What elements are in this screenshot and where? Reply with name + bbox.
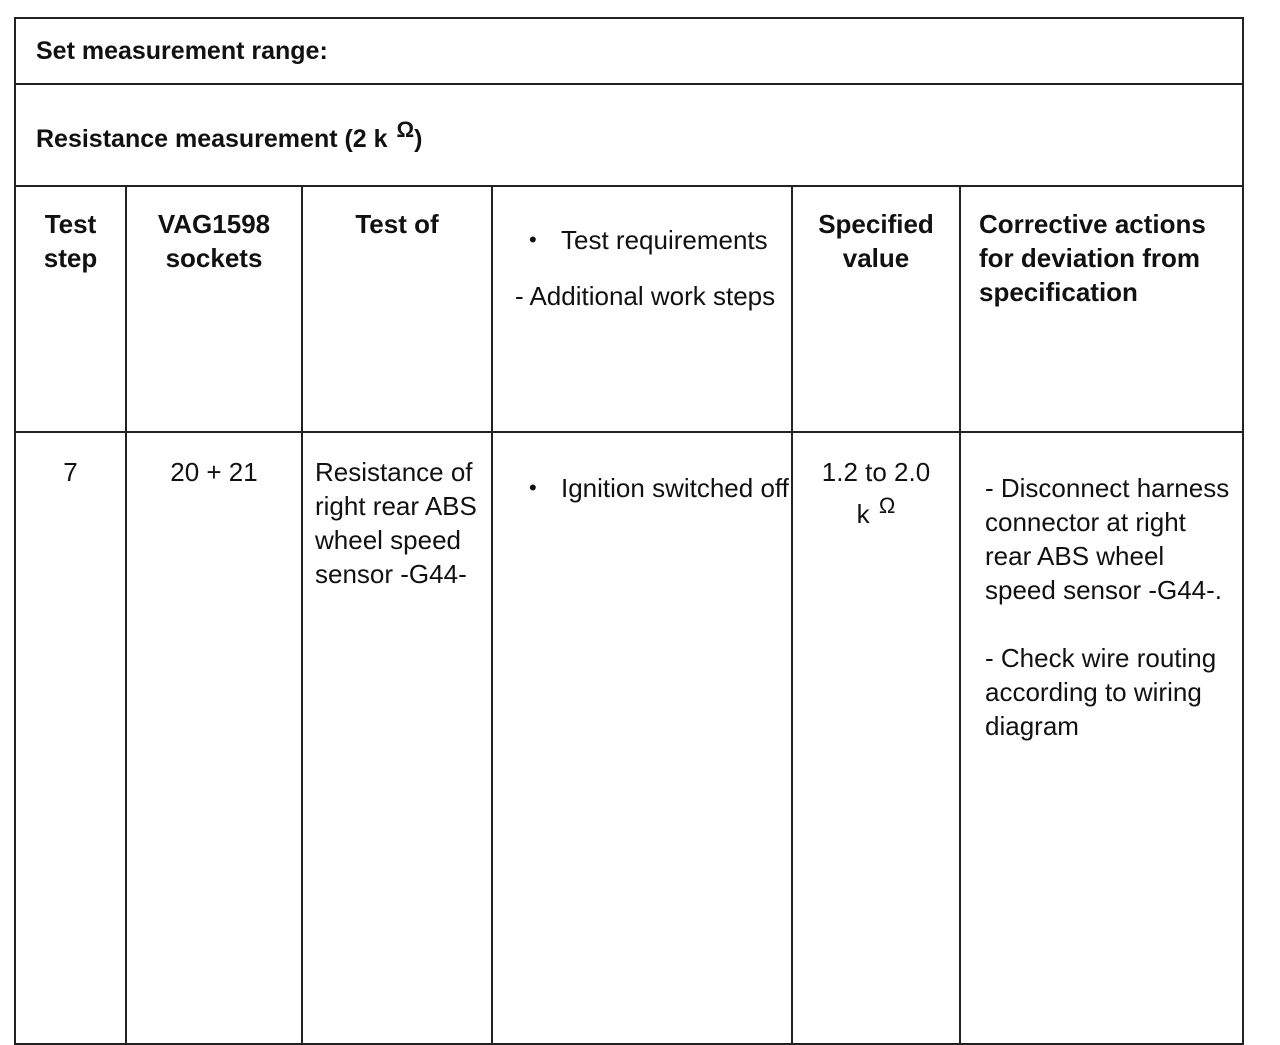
range-row bbox=[15, 84, 1243, 186]
col-corrective-actions: Corrective actions for deviation from specification bbox=[960, 186, 1243, 432]
col-requirements bbox=[492, 186, 792, 432]
ohm-symbol: Ω bbox=[878, 493, 896, 518]
condition-text: Ignition switched off bbox=[561, 473, 789, 503]
table-row bbox=[15, 432, 1243, 1044]
col-specified-value: Specified value bbox=[792, 186, 960, 432]
bullet-icon: • bbox=[529, 475, 537, 500]
range-label bbox=[15, 84, 1243, 186]
bullet-icon: • bbox=[529, 227, 537, 252]
action-check-wiring: - Check wire routing according to wiring diagram bbox=[985, 643, 1217, 741]
spec-value-unit bbox=[793, 489, 959, 531]
spec-value-range: 1.2 to 2.0 bbox=[821, 457, 931, 487]
cell-test-of: Resistance of right rear ABS wheel speed sensor -G44- bbox=[302, 432, 492, 1044]
test-table bbox=[14, 17, 1244, 1045]
cell-specified-value bbox=[792, 432, 960, 1044]
cell-test-step: 7 bbox=[15, 432, 126, 1044]
additional-steps-label bbox=[515, 279, 791, 313]
col-test-of: Test of bbox=[302, 186, 492, 432]
spec-prefix: k bbox=[856, 499, 870, 529]
set-range-label: Set measurement range: bbox=[15, 18, 1243, 84]
condition-bullet bbox=[515, 471, 791, 505]
col-sockets: VAG1598 sockets bbox=[126, 186, 302, 432]
column-header-row bbox=[15, 186, 1243, 432]
additional-suffix: work steps bbox=[643, 281, 776, 311]
requirements-bullet bbox=[515, 223, 791, 257]
range-suffix: ) bbox=[414, 124, 423, 153]
action-disconnect: - Disconnect harness connector at right rear ABS wheel speed sensor -G44-. bbox=[985, 473, 1230, 605]
set-range-row bbox=[15, 18, 1243, 84]
col-test-step: Test step bbox=[15, 186, 126, 432]
ohm-symbol: Ω bbox=[396, 116, 415, 142]
cell-requirements bbox=[492, 432, 792, 1044]
additional-prefix: - Additional bbox=[515, 281, 644, 311]
cell-sockets: 20 + 21 bbox=[126, 432, 302, 1044]
requirements-label: Test requirements bbox=[561, 225, 768, 255]
cell-corrective-actions bbox=[960, 432, 1243, 1044]
range-prefix: Resistance measurement (2 k bbox=[36, 124, 388, 153]
